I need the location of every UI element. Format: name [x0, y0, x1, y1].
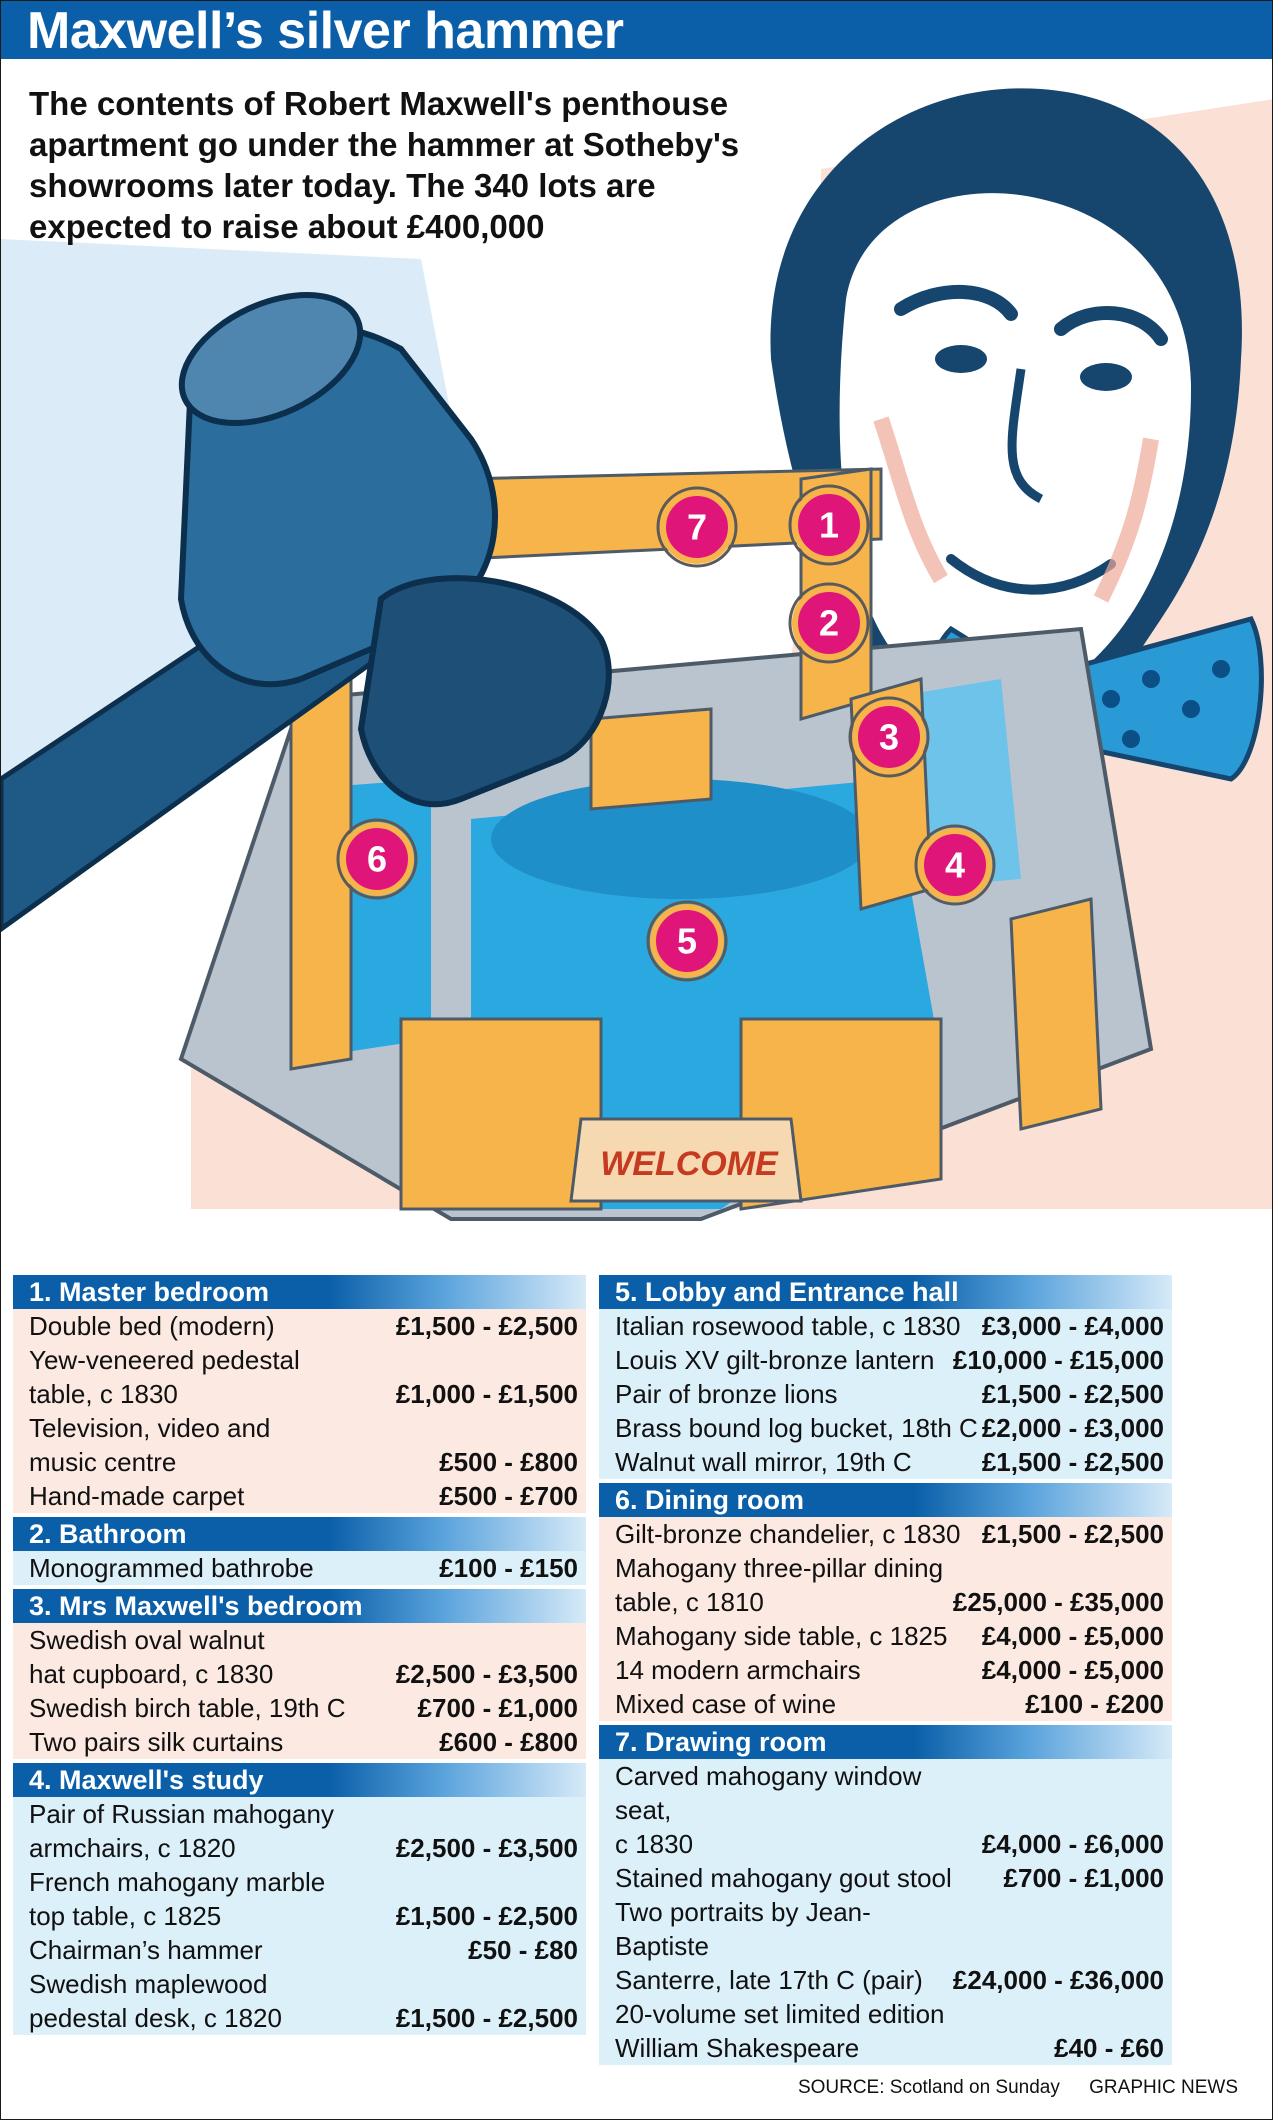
lot-name: French mahogany marble top table, c 1825: [29, 1867, 326, 1931]
source-credit: SOURCE: Scotland on Sunday: [797, 2077, 1060, 2098]
lot-name: 14 modern armchairs: [615, 1655, 861, 1685]
lot-name: Gilt-bronze chandelier, c 1830: [615, 1519, 961, 1549]
lot-estimate: £2,000 - £3,000: [981, 1413, 1164, 1443]
lot-name: Mahogany three-pillar dining table, c 1810: [615, 1553, 944, 1617]
lot-name: Swedish oval walnut hat cupboard, c 1830: [29, 1625, 274, 1689]
lot-tables: [11, 1275, 1264, 2075]
section-items: [599, 1309, 1172, 1479]
lot-row: [599, 1653, 1172, 1687]
lot-row: [599, 1551, 1172, 1619]
lot-estimate: £3,000 - £4,000: [981, 1311, 1164, 1341]
lot-estimate: £50 - £80: [468, 1935, 578, 1965]
lot-name: Carved mahogany window seat, c 1830: [615, 1761, 922, 1859]
section-heading: 1. Master bedroom: [13, 1275, 586, 1309]
room-marker-6: [338, 820, 416, 898]
section-items: [13, 1551, 586, 1585]
section-items: [13, 1623, 586, 1759]
lot-estimate: £10,000 - £15,000: [952, 1345, 1164, 1375]
lot-row: [13, 1479, 586, 1513]
svg-text:5: 5: [676, 920, 698, 962]
lot-name: Monogrammed bathrobe: [29, 1553, 314, 1583]
lot-name: Two pairs silk curtains: [29, 1727, 284, 1757]
lot-row: [599, 1517, 1172, 1551]
lot-estimate: £1,500 - £2,500: [395, 1901, 578, 1931]
lot-name: Pair of Russian mahogany armchairs, c 1820: [29, 1799, 334, 1863]
section-heading: 3. Mrs Maxwell's bedroom: [13, 1589, 586, 1623]
lot-estimate: £1,000 - £1,500: [395, 1379, 578, 1409]
lot-estimate: £2,500 - £3,500: [395, 1659, 578, 1689]
lot-row: [13, 1865, 586, 1933]
lot-name: Pair of bronze lions: [615, 1379, 838, 1409]
lot-name: Italian rosewood table, c 1830: [615, 1311, 961, 1341]
wall-right: [1011, 899, 1101, 1129]
room-marker-4: [916, 826, 994, 904]
lot-estimate: £24,000 - £36,000: [952, 1965, 1164, 1995]
lot-estimate: £1,500 - £2,500: [395, 2003, 578, 2033]
svg-text:4: 4: [944, 844, 966, 886]
lot-name: Chairman’s hammer: [29, 1935, 263, 1965]
room-marker-7: [658, 488, 736, 566]
lot-row: [599, 1861, 1172, 1895]
lot-estimate: £1,500 - £2,500: [981, 1447, 1164, 1477]
source-line: [774, 2077, 1238, 2099]
lot-row: [13, 1343, 586, 1411]
title-bar: [1, 1, 1272, 59]
lot-estimate: £700 - £1,000: [417, 1693, 578, 1723]
page-title: Maxwell’s silver hammer: [27, 2, 624, 60]
lot-estimate: £500 - £700: [439, 1481, 578, 1511]
lot-row: [13, 1797, 586, 1865]
intro-text: The contents of Robert Maxwell's penthouse apartment go under the hammer at Sotheby's showrooms later today. The 340 lots are expected to raise about £400,000: [29, 85, 740, 245]
lot-name: Yew-veneered pedestal table, c 1830: [29, 1345, 300, 1409]
lot-name: 20-volume set limited edition William Shakespeare: [615, 1999, 945, 2063]
lot-row: [599, 1759, 1172, 1861]
svg-text:1: 1: [818, 504, 840, 546]
lot-row: [13, 1725, 586, 1759]
lot-name: Two portraits by Jean-Baptiste Santerre, late 17th C (pair): [615, 1897, 923, 1995]
lot-row: [599, 1619, 1172, 1653]
lot-name: Swedish maplewood pedestal desk, c 1820: [29, 1969, 282, 2033]
lot-row: [599, 1997, 1172, 2065]
wall-middle: [591, 709, 711, 809]
wall-front-left: [401, 1019, 601, 1209]
lot-estimate: £40 - £60: [1054, 2033, 1164, 2063]
lot-row: [599, 1687, 1172, 1721]
lot-row: [13, 1967, 586, 2035]
welcome-sign-text: WELCOME: [600, 1145, 778, 1183]
section-heading: 5. Lobby and Entrance hall: [599, 1275, 1172, 1309]
lot-estimate: £1,500 - £2,500: [981, 1379, 1164, 1409]
lot-estimate: £100 - £150: [439, 1553, 578, 1583]
lots-column-right: [599, 1275, 1172, 2065]
lot-name: Swedish birch table, 19th C: [29, 1693, 346, 1723]
lot-estimate: £4,000 - £5,000: [981, 1655, 1164, 1685]
lot-row: [13, 1551, 586, 1585]
lot-row: [13, 1933, 586, 1967]
lot-row: [13, 1623, 586, 1691]
room-marker-3: [850, 698, 928, 776]
room-marker-5: [648, 902, 726, 980]
section-heading: 4. Maxwell's study: [13, 1763, 586, 1797]
lot-row: [599, 1343, 1172, 1377]
lot-estimate: £4,000 - £6,000: [981, 1829, 1164, 1859]
lot-name: Louis XV gilt-bronze lantern: [615, 1345, 935, 1375]
lot-name: Walnut wall mirror, 19th C: [615, 1447, 912, 1477]
section-heading: 2. Bathroom: [13, 1517, 586, 1551]
lot-name: Stained mahogany gout stool: [615, 1863, 952, 1893]
lot-name: Television, video and music centre: [29, 1413, 271, 1477]
svg-text:6: 6: [366, 838, 388, 880]
lot-estimate: £2,500 - £3,500: [395, 1833, 578, 1863]
lot-estimate: £500 - £800: [439, 1447, 578, 1477]
section-items: [13, 1797, 586, 2035]
lot-row: [13, 1691, 586, 1725]
lot-estimate: £600 - £800: [439, 1727, 578, 1757]
svg-text:3: 3: [878, 716, 900, 758]
lot-name: Brass bound log bucket, 18th C: [615, 1413, 978, 1443]
lot-estimate: £100 - £200: [1025, 1689, 1164, 1719]
lot-name: Hand-made carpet: [29, 1481, 245, 1511]
lot-name: Mixed case of wine: [615, 1689, 837, 1719]
lot-name: Mahogany side table, c 1825: [615, 1621, 948, 1651]
agency-credit: GRAPHIC NEWS: [1089, 2077, 1238, 2098]
lot-name: Double bed (modern): [29, 1311, 275, 1341]
lot-row: [599, 1411, 1172, 1445]
svg-text:7: 7: [686, 506, 708, 548]
welcome-mat: [571, 1119, 801, 1201]
section-items: [599, 1759, 1172, 2065]
room-marker-1: [790, 486, 868, 564]
lot-row: [599, 1309, 1172, 1343]
lots-column-left: [13, 1275, 586, 2035]
section-heading: 6. Dining room: [599, 1483, 1172, 1517]
lot-row: [13, 1309, 586, 1343]
lot-row: [599, 1445, 1172, 1479]
lot-estimate: £4,000 - £5,000: [981, 1621, 1164, 1651]
room-marker-2: [790, 584, 868, 662]
lot-estimate: £1,500 - £2,500: [981, 1519, 1164, 1549]
section-items: [13, 1309, 586, 1513]
lot-row: [599, 1895, 1172, 1997]
lot-estimate: £1,500 - £2,500: [395, 1311, 578, 1341]
lot-row: [13, 1411, 586, 1479]
lot-estimate: £25,000 - £35,000: [952, 1587, 1164, 1617]
section-heading: 7. Drawing room: [599, 1725, 1172, 1759]
section-items: [599, 1517, 1172, 1721]
svg-text:2: 2: [818, 602, 840, 644]
lot-row: [599, 1377, 1172, 1411]
lot-estimate: £700 - £1,000: [1003, 1863, 1164, 1893]
